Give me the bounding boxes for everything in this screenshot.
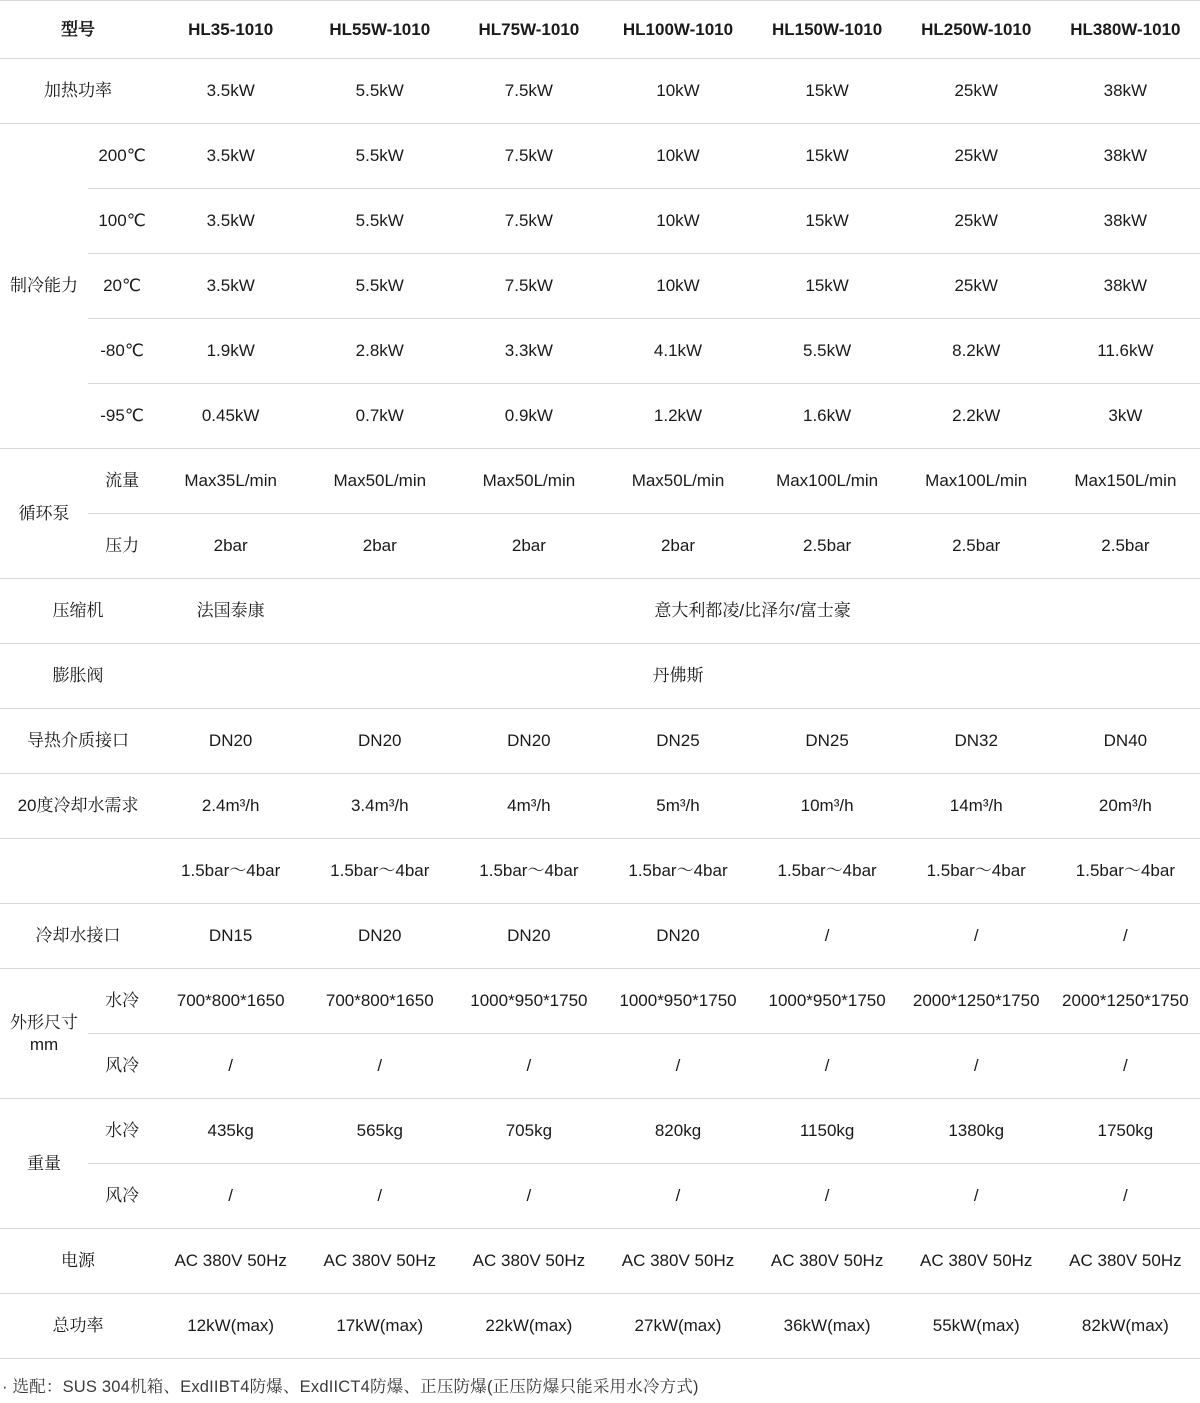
cell: 14m³/h — [902, 774, 1051, 839]
row-label-total-power: 总功率 — [0, 1294, 156, 1359]
cell: 15kW — [753, 189, 902, 254]
cell: / — [454, 1164, 603, 1229]
table-row — [0, 904, 1200, 969]
cell: / — [1051, 1034, 1200, 1099]
cell: 2.4m³/h — [156, 774, 305, 839]
cell: 1.5bar～4bar — [603, 839, 752, 904]
row-label-cooling-water-demand: 20度冷却水需求 — [0, 774, 156, 839]
cell: / — [902, 1034, 1051, 1099]
header-model-7: HL380W-1010 — [1051, 1, 1200, 59]
row-sublabel-minus80c: -80℃ — [88, 319, 156, 384]
cell: 1000*950*1750 — [603, 969, 752, 1034]
table-row — [0, 384, 1200, 449]
cell: 3.4m³/h — [305, 774, 454, 839]
cell: 10m³/h — [753, 774, 902, 839]
cell: 5.5kW — [305, 59, 454, 124]
cell: 2bar — [454, 514, 603, 579]
cell: 3.5kW — [156, 124, 305, 189]
cell: 25kW — [902, 124, 1051, 189]
header-model-1: HL35-1010 — [156, 1, 305, 59]
cell: 2.8kW — [305, 319, 454, 384]
table-row — [0, 709, 1200, 774]
row-label-heating-power: 加热功率 — [0, 59, 156, 124]
cell: 2.5bar — [902, 514, 1051, 579]
row-sublabel-20c: 20℃ — [88, 254, 156, 319]
header-label: 型号 — [0, 1, 156, 59]
cell: / — [753, 904, 902, 969]
cell: 565kg — [305, 1099, 454, 1164]
header-model-2: HL55W-1010 — [305, 1, 454, 59]
cell: 1.5bar～4bar — [454, 839, 603, 904]
cell: 1000*950*1750 — [454, 969, 603, 1034]
cell: DN32 — [902, 709, 1051, 774]
cell: 10kW — [603, 124, 752, 189]
cell: 3.5kW — [156, 189, 305, 254]
cell: 1.5bar～4bar — [305, 839, 454, 904]
row-label-cooling-capacity: 制冷能力 — [0, 124, 88, 449]
cell: 5.5kW — [753, 319, 902, 384]
cell: 1.2kW — [603, 384, 752, 449]
table-row — [0, 1229, 1200, 1294]
cell: DN25 — [603, 709, 752, 774]
cell: 4m³/h — [454, 774, 603, 839]
cell: 2.5bar — [753, 514, 902, 579]
row-label-expansion-valve: 膨胀阀 — [0, 644, 156, 709]
cell: 7.5kW — [454, 59, 603, 124]
cell: 7.5kW — [454, 254, 603, 319]
cell: / — [156, 1164, 305, 1229]
header-model-5: HL150W-1010 — [753, 1, 902, 59]
cell: 2000*1250*1750 — [1051, 969, 1200, 1034]
table-row — [0, 774, 1200, 839]
cell: 15kW — [753, 59, 902, 124]
cell: 15kW — [753, 254, 902, 319]
cell: DN25 — [753, 709, 902, 774]
cell: 2bar — [156, 514, 305, 579]
cell: 1380kg — [902, 1099, 1051, 1164]
cell: 3.3kW — [454, 319, 603, 384]
cell: 10kW — [603, 254, 752, 319]
row-label-cooling-water-port: 冷却水接口 — [0, 904, 156, 969]
cell: Max100L/min — [902, 449, 1051, 514]
cell: Max50L/min — [603, 449, 752, 514]
cell: 2bar — [603, 514, 752, 579]
cell: DN20 — [156, 709, 305, 774]
cell: DN15 — [156, 904, 305, 969]
cell: Max100L/min — [753, 449, 902, 514]
table-header-row — [0, 1, 1200, 59]
cell: 15kW — [753, 124, 902, 189]
table-row — [0, 449, 1200, 514]
header-model-6: HL250W-1010 — [902, 1, 1051, 59]
cell: 7.5kW — [454, 189, 603, 254]
cell: 1750kg — [1051, 1099, 1200, 1164]
cell: 5.5kW — [305, 254, 454, 319]
cell: 5.5kW — [305, 124, 454, 189]
cell: / — [156, 1034, 305, 1099]
cell: 0.45kW — [156, 384, 305, 449]
cell-compressor-first: 法国泰康 — [156, 579, 305, 644]
cell: DN20 — [305, 709, 454, 774]
cell: 38kW — [1051, 59, 1200, 124]
cell: / — [305, 1164, 454, 1229]
cell: 10kW — [603, 59, 752, 124]
cell: AC 380V 50Hz — [156, 1229, 305, 1294]
cell: 700*800*1650 — [305, 969, 454, 1034]
cell: AC 380V 50Hz — [305, 1229, 454, 1294]
cell: / — [753, 1034, 902, 1099]
table-row — [0, 254, 1200, 319]
cell: 3.5kW — [156, 59, 305, 124]
row-label-circulation-pump: 循环泵 — [0, 449, 88, 579]
header-model-4: HL100W-1010 — [603, 1, 752, 59]
cell: 22kW(max) — [454, 1294, 603, 1359]
cell: DN20 — [454, 904, 603, 969]
cell: 27kW(max) — [603, 1294, 752, 1359]
cell: 25kW — [902, 254, 1051, 319]
cell: 38kW — [1051, 254, 1200, 319]
cell: 1.6kW — [753, 384, 902, 449]
cell: 3.5kW — [156, 254, 305, 319]
cell: 2000*1250*1750 — [902, 969, 1051, 1034]
cell: / — [454, 1034, 603, 1099]
cell: Max150L/min — [1051, 449, 1200, 514]
cell: Max50L/min — [454, 449, 603, 514]
table-row — [0, 189, 1200, 254]
cell: 36kW(max) — [753, 1294, 902, 1359]
table-row — [0, 124, 1200, 189]
cell: 1000*950*1750 — [753, 969, 902, 1034]
cell: 8.2kW — [902, 319, 1051, 384]
row-sublabel-100c: 100℃ — [88, 189, 156, 254]
cell: / — [603, 1164, 752, 1229]
cell: 20m³/h — [1051, 774, 1200, 839]
cell: 1.5bar～4bar — [1051, 839, 1200, 904]
row-sublabel-minus95c: -95℃ — [88, 384, 156, 449]
cell: Max50L/min — [305, 449, 454, 514]
table-row — [0, 839, 1200, 904]
cell: 38kW — [1051, 189, 1200, 254]
cell: 82kW(max) — [1051, 1294, 1200, 1359]
table-row — [0, 1294, 1200, 1359]
cell: 820kg — [603, 1099, 752, 1164]
cell: 2.5bar — [1051, 514, 1200, 579]
row-label-cooling-water-pressure — [0, 839, 156, 904]
row-label-compressor: 压缩机 — [0, 579, 156, 644]
cell: 1.9kW — [156, 319, 305, 384]
table-row — [0, 59, 1200, 124]
cell: 435kg — [156, 1099, 305, 1164]
cell: Max35L/min — [156, 449, 305, 514]
cell: / — [753, 1164, 902, 1229]
table-row — [0, 1034, 1200, 1099]
cell: 25kW — [902, 59, 1051, 124]
cell: 38kW — [1051, 124, 1200, 189]
table-row — [0, 1164, 1200, 1229]
cell: / — [902, 904, 1051, 969]
table-row — [0, 579, 1200, 644]
cell: DN40 — [1051, 709, 1200, 774]
cell: 55kW(max) — [902, 1294, 1051, 1359]
cell: / — [305, 1034, 454, 1099]
cell: 1.5bar～4bar — [156, 839, 305, 904]
row-label-heat-transfer-port: 导热介质接口 — [0, 709, 156, 774]
row-sublabel-air-cooled: 风冷 — [88, 1034, 156, 1099]
cell: 5.5kW — [305, 189, 454, 254]
cell-compressor-rest: 意大利都凌/比泽尔/富士豪 — [305, 579, 1200, 644]
cell: 700*800*1650 — [156, 969, 305, 1034]
cell: / — [902, 1164, 1051, 1229]
table-row — [0, 514, 1200, 579]
cell: DN20 — [305, 904, 454, 969]
cell: 7.5kW — [454, 124, 603, 189]
cell: 11.6kW — [1051, 319, 1200, 384]
cell: 1.5bar～4bar — [902, 839, 1051, 904]
row-sublabel-weight-air-cooled: 风冷 — [88, 1164, 156, 1229]
cell: 705kg — [454, 1099, 603, 1164]
cell: 3kW — [1051, 384, 1200, 449]
table-row — [0, 319, 1200, 384]
row-sublabel-pressure: 压力 — [88, 514, 156, 579]
row-sublabel-200c: 200℃ — [88, 124, 156, 189]
cell: AC 380V 50Hz — [454, 1229, 603, 1294]
row-label-dimensions: 外形尺寸mm — [0, 969, 88, 1099]
cell: AC 380V 50Hz — [603, 1229, 752, 1294]
cell: 4.1kW — [603, 319, 752, 384]
cell: AC 380V 50Hz — [902, 1229, 1051, 1294]
cell: 1150kg — [753, 1099, 902, 1164]
row-label-weight: 重量 — [0, 1099, 88, 1229]
cell: 12kW(max) — [156, 1294, 305, 1359]
row-label-power-supply: 电源 — [0, 1229, 156, 1294]
cell: 10kW — [603, 189, 752, 254]
cell: 2.2kW — [902, 384, 1051, 449]
cell: / — [1051, 1164, 1200, 1229]
cell: AC 380V 50Hz — [1051, 1229, 1200, 1294]
cell: DN20 — [454, 709, 603, 774]
cell: DN20 — [603, 904, 752, 969]
cell: 0.7kW — [305, 384, 454, 449]
cell: 1.5bar～4bar — [753, 839, 902, 904]
table-row — [0, 1099, 1200, 1164]
footnote-options: · 选配：SUS 304机箱、ExdIIBT4防爆、ExdIICT4防爆、正压防爆(正压防爆只能采用水冷方式) — [2, 1378, 699, 1396]
row-sublabel-weight-water-cooled: 水冷 — [88, 1099, 156, 1164]
row-sublabel-flow: 流量 — [88, 449, 156, 514]
cell: / — [1051, 904, 1200, 969]
table-row — [0, 969, 1200, 1034]
row-sublabel-water-cooled: 水冷 — [88, 969, 156, 1034]
cell: / — [603, 1034, 752, 1099]
cell: 2bar — [305, 514, 454, 579]
cell-expansion-valve-value: 丹佛斯 — [156, 644, 1200, 709]
header-model-3: HL75W-1010 — [454, 1, 603, 59]
cell: AC 380V 50Hz — [753, 1229, 902, 1294]
cell: 17kW(max) — [305, 1294, 454, 1359]
cell: 5m³/h — [603, 774, 752, 839]
cell: 25kW — [902, 189, 1051, 254]
table-row — [0, 644, 1200, 709]
cell: 0.9kW — [454, 384, 603, 449]
